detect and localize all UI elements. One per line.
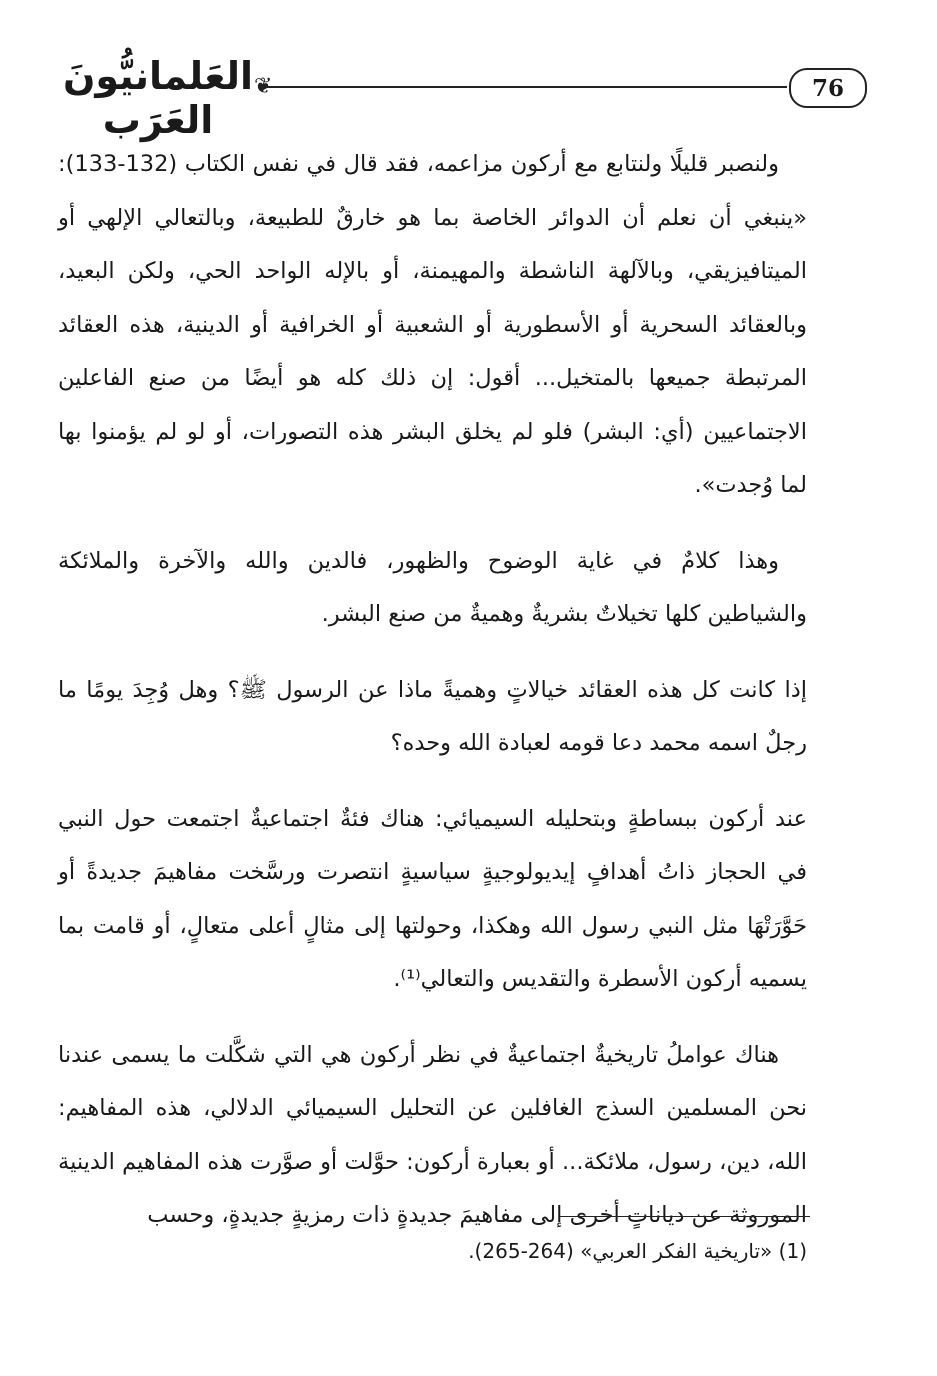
paragraph-2: وهذا كلامٌ في غاية الوضوح والظهور، فالدين والله والآخرة والملائكة والشياطين كلها تخيلاتٌ بشريةٌ وهميةٌ من صنع البشر.	[58, 547, 807, 627]
page-number: 76	[789, 68, 867, 108]
header-rule	[258, 86, 787, 88]
paragraph-5: هناك عواملُ تاريخيةٌ اجتماعيةٌ في نظر أركون هي التي شكَّلت ما يسمى عندنا نحن المسلمين السذج الغافلين عن التحليل السيميائي الدلالي، هذه المفاهيم: الله، دين، رسول، ملائكة... أو بعبارة أركون: حوَّلت أو صوَّرت هذه المفاهيم الدينية الموروثة عن دياناتٍ أخرى إلى مفاهيمَ جديدةٍ ذات رمزيةٍ جديدةٍ، وحسب	[58, 1041, 807, 1228]
paragraph-3: إذا كانت كل هذه العقائد خيالاتٍ وهميةً ماذا عن الرسول ﷺ؟ وهل وُجِدَ يومًا ما رجلٌ اسمه محمد دعا قومه لعبادة الله وحده؟	[58, 676, 807, 756]
footnote: (1) «تاريخية الفكر العربي» (264-265).	[468, 1239, 807, 1263]
ornament-icon: ❦	[254, 74, 273, 99]
paragraph-1: ولنصبر قليلًا ولنتابع مع أركون مزاعمه، فقد قال في نفس الكتاب (132-133): «ينبغي أن نعلم أن الدوائر الخاصة بما هو خارقٌ للطبيعة، وبالتعالي الإلهي أو الميتافيزيقي، وبالآلهة الناشطة والمهيمنة، أو بالإله الواحد الحي، ولكن البعيد، وبالعقائد السحرية أو الأسطورية أو الشعبية أو الخرافية أو الدينية، هذه العقائد المرتبطة جميعها بالمتخيل... أقول: إن ذلك كله هو أيضًا من صنع الفاعلين الاجتماعيين (أي: البشر) فلو لم يخلق البشر هذه التصورات، أو لو لم يؤمنوا بها لما وُجدت».	[58, 151, 807, 498]
running-title: العَلمانيُّونَ العَرَب	[62, 54, 254, 142]
page-header	[58, 52, 867, 142]
body-text	[58, 138, 807, 1265]
footnote-rule	[560, 1216, 810, 1217]
paragraph-4: عند أركون ببساطةٍ وبتحليله السيميائي: هناك فئةٌ اجتماعيةٌ اجتمعت حول النبي في الحجاز ذاتُ أهدافٍ إيديولوجيةٍ سياسيةٍ انتصرت ورسَّخت مفاهيمَ جديدةً أو حَوَّرَتْهَا مثل النبي رسول الله وهكذا، وحولتها إلى مثالٍ أعلى متعالٍ، أو قامت بما يسميه أركون الأسطرة والتقديس والتعالي⁽¹⁾.	[58, 805, 807, 992]
